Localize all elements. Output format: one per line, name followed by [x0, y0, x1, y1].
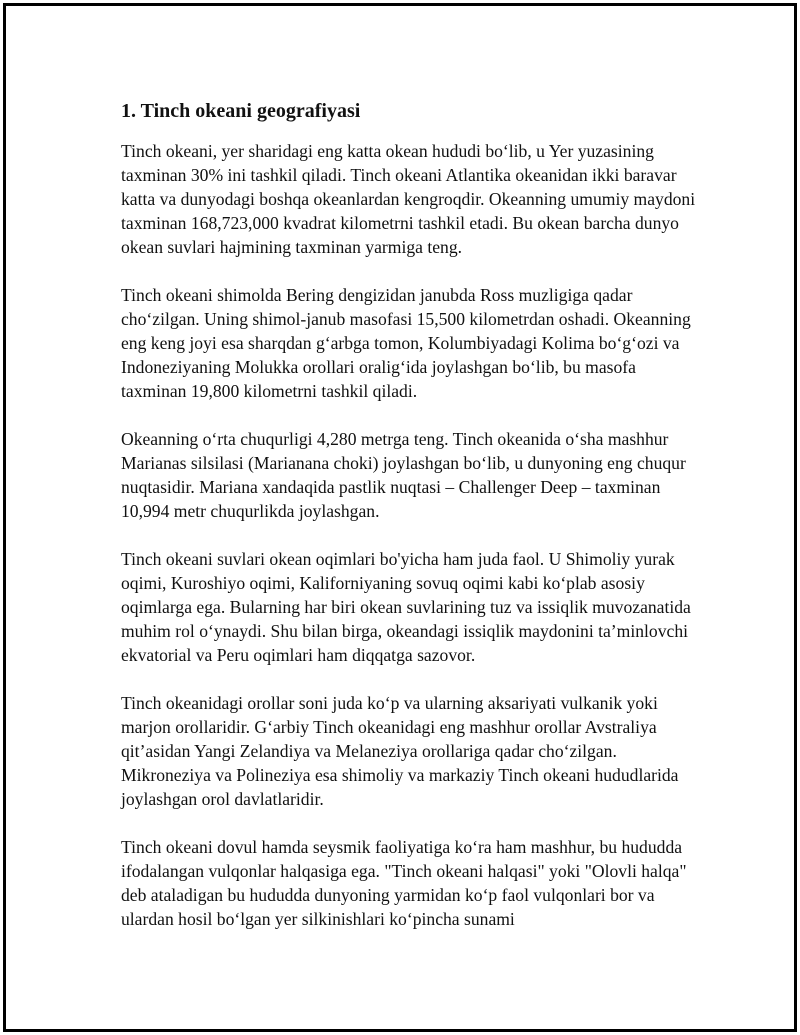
paragraph-5: Tinch okeanidagi orollar soni juda ko‘p va ularning aksariyati vulkanik yoki marjon orollaridir. G‘arbiy Tinch okeanidagi eng mashhur orollar Avstraliya qit’asidan Yangi Zelandiya va Melaneziya orollariga qadar cho‘zilgan. Mikroneziya va Polineziya esa shimoliy va markaziy Tinch okeani hududlarida joylashgan orol davlatlaridir. — [121, 693, 679, 809]
paragraph-2: Tinch okeani shimolda Bering dengizidan janubda Ross muzligiga qadar cho‘zilgan. Uning shimol-janub masofasi 15,500 kilometrdan oshadi. Okeanning eng keng joyi esa sharqdan g‘arbga tomon, Kolumbiyadagi Kolima bo‘g‘ozi va Indoneziyaning Molukka orollari oralig‘ida joylashgan bo‘lib, bu masofa taxminan 19,800 kilometrni tashkil qiladi. — [121, 285, 691, 401]
document-body — [121, 98, 701, 955]
section-heading: 1. Tinch okeani geografiyasi — [121, 100, 361, 122]
paragraph-4: Tinch okeani suvlari okean oqimlari bo'yicha ham juda faol. U Shimoliy yurak oqimi, Kuroshiyo oqimi, Kaliforniyaning sovuq oqimi kabi ko‘plab asosiy oqimlarga ega. Bularning har biri okean suvlarining tuz va issiqlik muvozanatida muhim rol o‘ynaydi. Shu bilan birga, okeandagi issiqlik maydonini ta’minlovchi ekvatorial va Peru oqimlari ham diqqatga sazovor. — [121, 549, 691, 665]
paragraph-6: Tinch okeani dovul hamda seysmik faoliyatiga ko‘ra ham mashhur, bu hududda ifodalangan vulqonlar halqasiga ega. "Tinch okeani halqasi" yoki "Olovli halqa" deb ataladigan bu hududda dunyoning yarmidan ko‘p faol vulqonlari bor va ulardan hosil bo‘lgan yer silkinishlari ko‘pincha sunami — [121, 837, 687, 929]
paragraph-3: Okeanning o‘rta chuqurligi 4,280 metrga teng. Tinch okeanida o‘sha mashhur Marianas silsilasi (Marianana choki) joylashgan bo‘lib, u dunyoning eng chuqur nuqtasidir. Mariana xandaqida pastlik nuqtasi – Challenger Deep – taxminan 10,994 metr chuqurlikda joylashgan. — [121, 429, 686, 521]
paragraph-1: Tinch okeani, yer sharidagi eng katta okean hududi bo‘lib, u Yer yuzasining taxminan 30% ini tashkil qiladi. Tinch okeani Atlantika okeanidan ikki baravar katta va dunyodagi boshqa okeanlardan kengroqdir. Okeanning umumiy maydoni taxminan 168,723,000 kvadrat kilometrni tashkil etadi. Bu okean barcha dunyo okean suvlari hajmining taxminan yarmiga teng. — [121, 141, 696, 257]
page-frame — [3, 3, 797, 1032]
